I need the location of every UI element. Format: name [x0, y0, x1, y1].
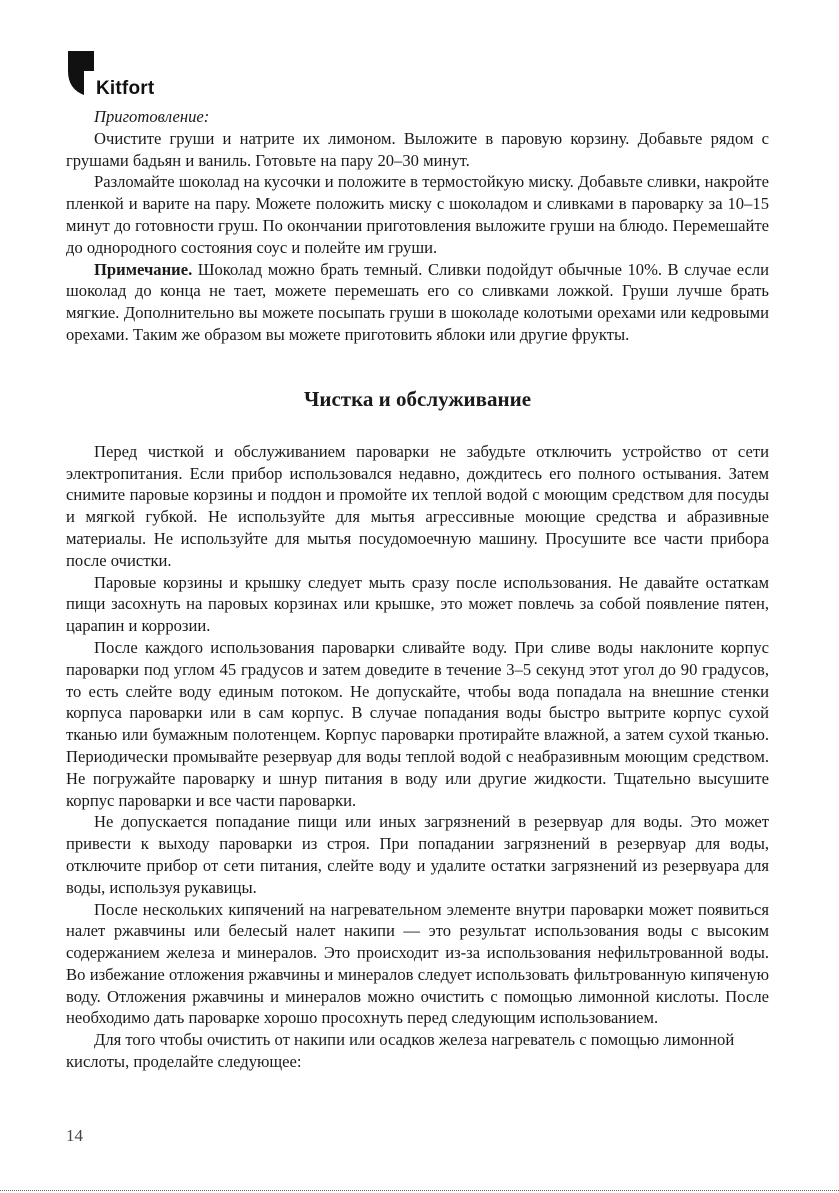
section-title: Чистка и обслуживание: [303, 386, 532, 411]
recipe-paragraph-2: Разломайте шоколад на кусочки и положите в термостойкую миску. Добавьте сливки, накройте пленкой и варите на пару. Можете положить миску с шоколадом и сливками в пароварку за 10–15 минут до готовности груш. По окончании приготовления выложите груши на блюдо. Перемешайте до однородного состояния соус и полейте им груши.: [66, 172, 769, 257]
section-paragraph: Для того чтобы очистить от накипи или осадков железа нагреватель с помощью лимонной кислоты, проделайте следующее:: [66, 1030, 735, 1072]
recipe-note: [66, 259, 769, 346]
section-paragraph: После каждого использования пароварки сливайте воду. При сливе воды наклоните корпус пароварки под углом 45 градусов и затем доведите в течение 3–5 секунд этот угол до 90 градусов, то есть слейте воду единым потоком. Не допускайте, чтобы вода попадала на внешние стенки корпуса пароварки или в сам корпус. В случае попадания воды быстро вытрите корпус сухой тканью или бумажным полотенцем. Корпус пароварки протирайте влажной, а затем сухой тканью. Периодически промывайте резервуар для воды теплой водой с неабразивным моющим средством. Не погружайте пароварку и шнур питания в воду или другие жидкости. Тщательно высушите корпус пароварки и все части пароварки.: [66, 637, 769, 810]
kitfort-logo: [66, 49, 186, 109]
section-paragraph: Паровые корзины и крышку следует мыть сразу после использования. Не давайте остаткам пищи засохнуть на паровых корзинах или крышке, это может повлечь за собой появление пятен, царапин и коррозии.: [66, 572, 769, 636]
page-number: 14: [66, 1126, 83, 1145]
section-paragraph: Не допускается попадание пищи или иных загрязнений в резервуар для воды. Это может привести к выходу пароварки из строя. При попадании загрязнений в резервуар для воды, отключите прибор от сети питания, слейте воду и удалите остатки загрязнений из резервуара для воды, используя рукавицы.: [66, 812, 769, 897]
section-paragraph: Перед чисткой и обслуживанием пароварки не забудьте отключить устройство от сети электропитания. Если прибор использовался недавно, дождитесь его полного остывания. Затем снимите паровые корзины и поддон и промойте их теплой водой с моющим средством для посуды и мягкой губкой. Не используйте для мытья агрессивные моющие средства и абразивные материалы. Не используйте для мытья посудомоечную машину. Просушите все части прибора после очистки.: [66, 441, 769, 570]
bottom-divider: [0, 1190, 839, 1191]
kitfort-logo-icon: [66, 49, 96, 97]
note-text: Шоколад можно брать темный. Сливки подойдут обычные 10%. В случае если шоколад до конца не тает, можете перемешать его со сливками ложкой. Груши лучше брать мягкие. Дополнительно вы можете посыпать груши в шоколаде колотыми орехами или кедровыми орехами. Таким же образом вы можете приготовить яблоки или другие фрукты.: [66, 259, 769, 344]
note-label: Примечание.: [94, 259, 193, 279]
page-content: [66, 106, 769, 1073]
recipe-paragraph-1: Очистите груши и натрите их лимоном. Выложите в паровую корзину. Добавьте рядом с грушами бадьян и ваниль. Готовьте на пару 20–30 минут.: [66, 128, 769, 170]
prep-label: Приготовление:: [94, 107, 210, 126]
brand-name: Kitfort: [96, 78, 155, 99]
section-paragraph: После нескольких кипячений на нагревательном элементе внутри пароварки может появиться налет ржавчины или белесый налет накипи — это результат использования воды с высоким содержанием железа и минералов. Это происходит из-за использования нефильтрованной воды. Во избежание отложения ржавчины и минералов следует использовать фильтрованную кипяченую воду. Отложения ржавчины и минералов можно очистить с помощью лимонной кислоты. После необходимо дать пароварке хорошо просохнуть перед следующим использованием.: [66, 899, 769, 1028]
